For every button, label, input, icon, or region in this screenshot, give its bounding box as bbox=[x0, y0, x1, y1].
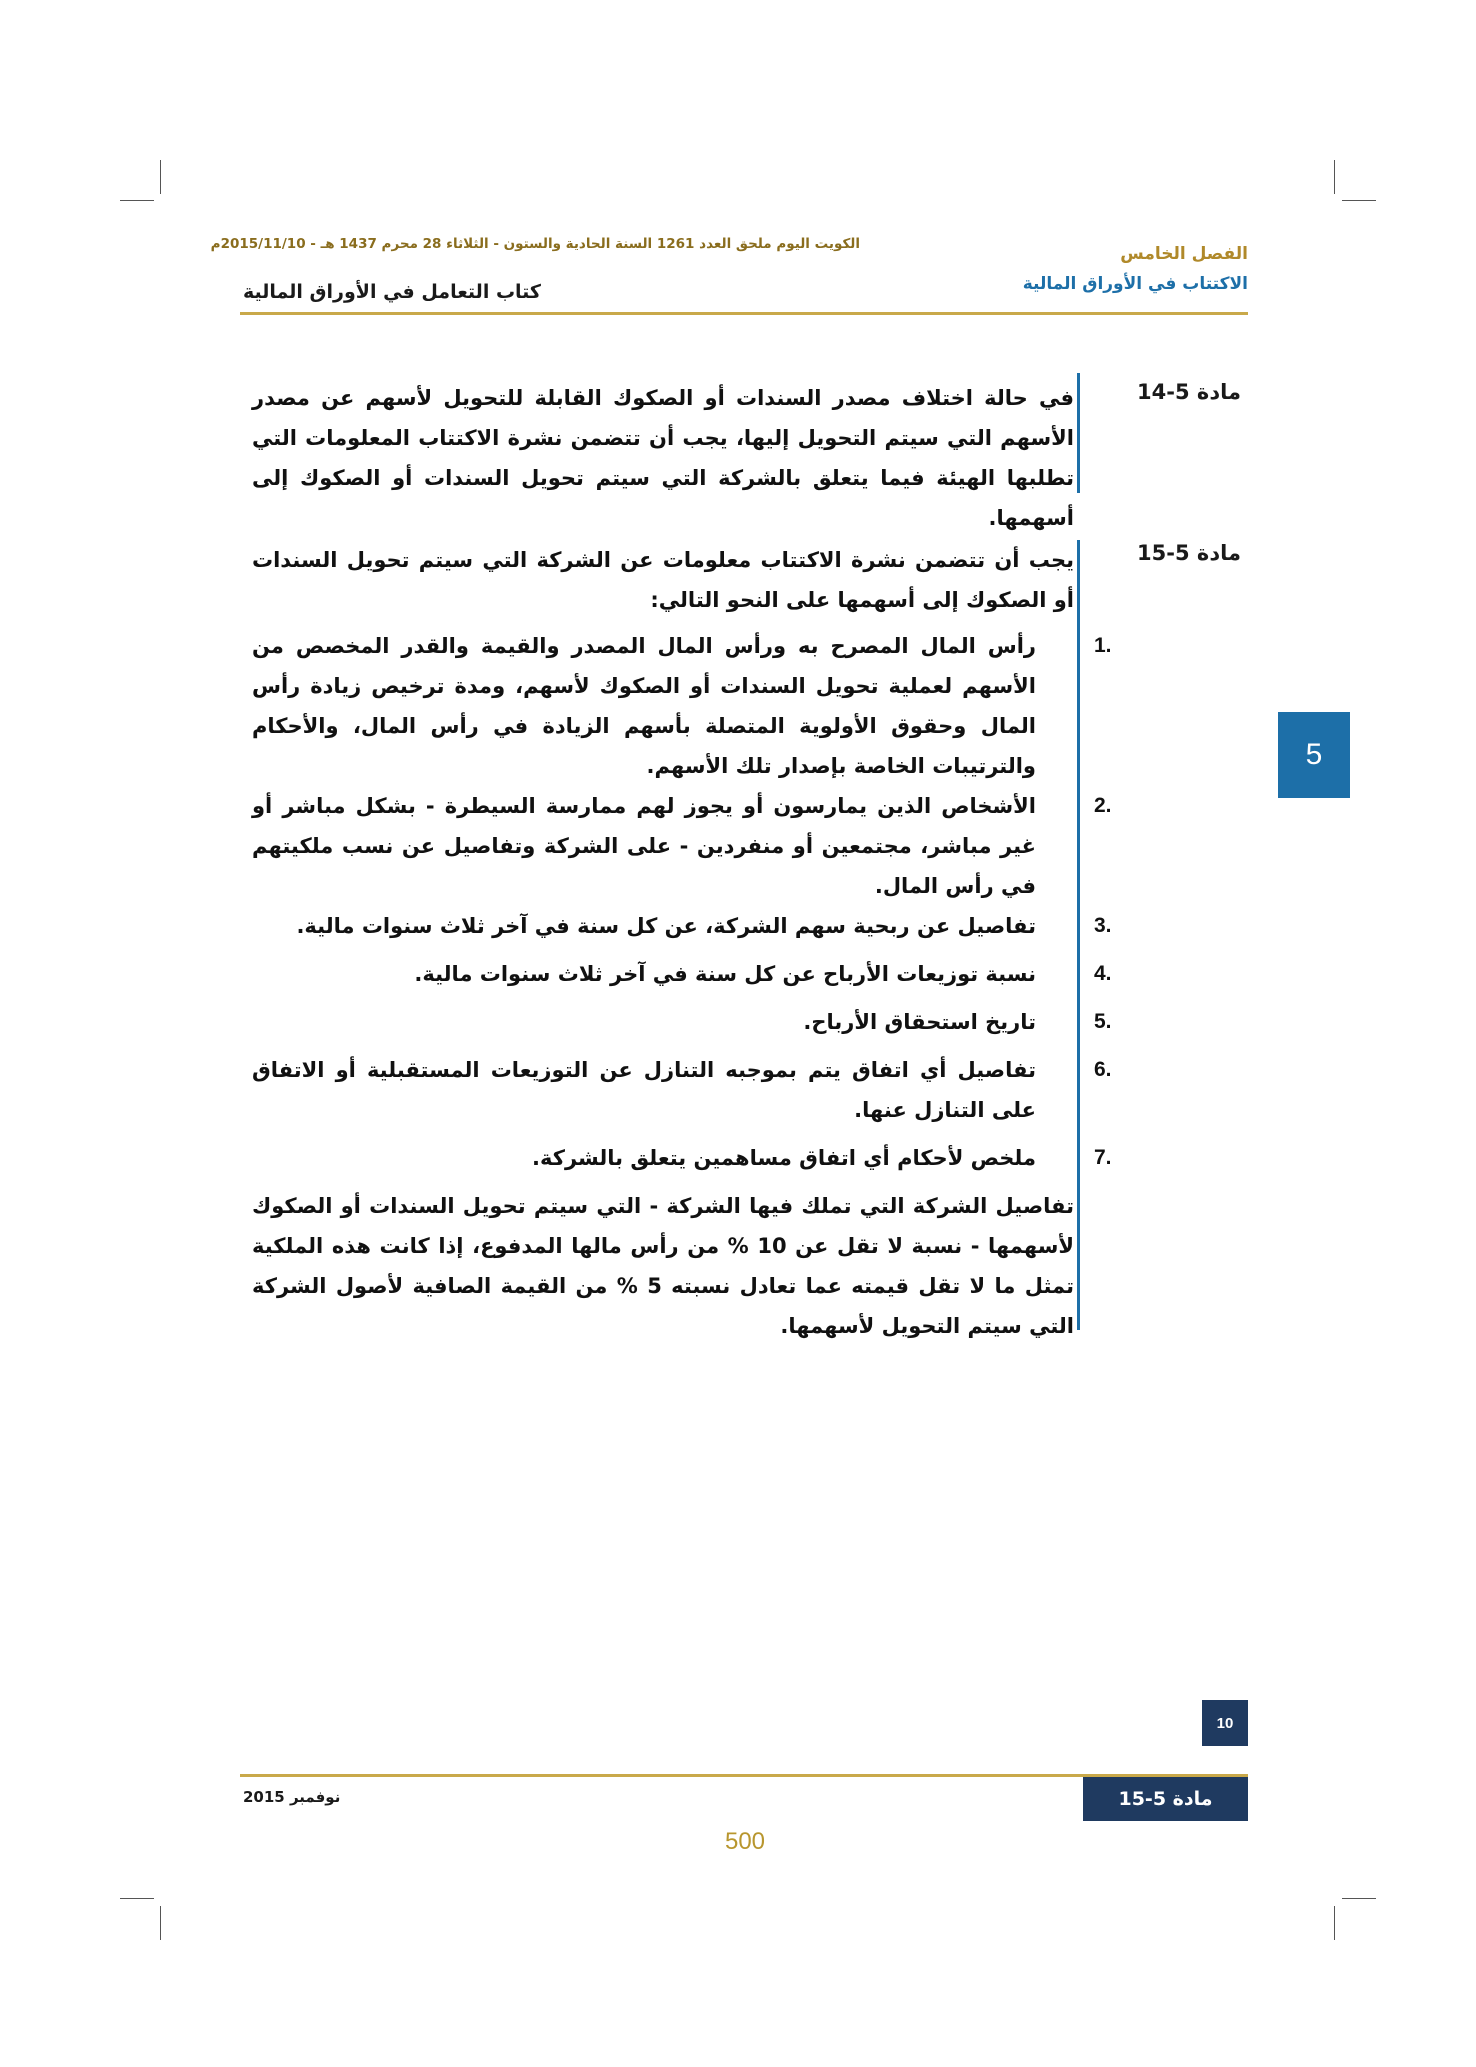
list-item-number: 4. bbox=[1094, 962, 1112, 985]
crop-mark bbox=[160, 1906, 161, 1940]
chapter-title: الفصل الخامس bbox=[1120, 244, 1248, 264]
gazette-date-line: الكويت اليوم ملحق العدد 1261 السنة الحادية والستون - الثلاثاء 28 محرم 1437 هـ - 2015/11/10م bbox=[210, 236, 860, 252]
list-item-number: 1. bbox=[1094, 634, 1112, 657]
header-rule bbox=[240, 312, 1248, 315]
article-14-label: مادة 5-14 bbox=[1137, 380, 1241, 404]
crop-mark bbox=[120, 200, 154, 201]
footer-article-tag: مادة 5-15 bbox=[1083, 1777, 1248, 1821]
list-item-number: 5. bbox=[1094, 1010, 1112, 1033]
article-14-text: في حالة اختلاف مصدر السندات أو الصكوك القابلة للتحويل لأسهم عن مصدر الأسهم التي سيتم التحويل إليها، يجب أن تتضمن نشرة الاكتتاب المعلومات التي تطلبها الهيئة فيما يتعلق بالشركة التي سيتم تحويل السندات أو الصكوك إلى أسهمها. bbox=[252, 386, 1074, 530]
list-item: تاريخ استحقاق الأرباح. bbox=[803, 1010, 1036, 1034]
article-14-margin-rule bbox=[1077, 373, 1080, 493]
page-box: 10 bbox=[1202, 1700, 1248, 1746]
article-15-margin-rule bbox=[1077, 540, 1080, 1330]
chapter-subtitle: الاكتتاب في الأوراق المالية bbox=[1022, 274, 1248, 294]
list-item: نسبة توزيعات الأرباح عن كل سنة في آخر ثلاث سنوات مالية. bbox=[414, 962, 1036, 986]
article-15-label: مادة 5-15 bbox=[1137, 541, 1241, 565]
list-item: ملخص لأحكام أي اتفاق مساهمين يتعلق بالشركة. bbox=[532, 1146, 1036, 1170]
article-15-intro: يجب أن تتضمن نشرة الاكتتاب معلومات عن الشركة التي سيتم تحويل السندات أو الصكوك إلى أسهمها على النحو التالي: bbox=[252, 548, 1074, 612]
list-item: رأس المال المصرح به ورأس المال المصدر والقيمة والقدر المخصص من الأسهم لعملية تحويل السندات أو الصكوك لأسهم، ومدة ترخيص زيادة رأس المال وحقوق الأولوية المتصلة بأسهم الزيادة في رأس المال، والأحكام والترتيبات الخاصة بإصدار تلك الأسهم. bbox=[252, 634, 1036, 778]
article-15-closing: تفاصيل الشركة التي تملك فيها الشركة - التي سيتم تحويل السندات أو الصكوك لأسهمها - نسبة لا تقل عن 10 % من رأس مالها المدفوع، إذا كانت هذه الملكية تمثل ما لا تقل قيمته عما تعادل نسبته 5 % من القيمة الصافية لأصول الشركة التي سيتم التحويل لأسهمها. bbox=[252, 1194, 1074, 1338]
list-item: تفاصيل أي اتفاق يتم بموجبه التنازل عن التوزيعات المستقبلية أو الاتفاق على التنازل عنها. bbox=[252, 1058, 1036, 1122]
chapter-side-tab: 5 bbox=[1278, 712, 1350, 798]
list-item-number: 3. bbox=[1094, 914, 1112, 937]
footer-date: نوفمبر 2015 bbox=[243, 1788, 341, 1806]
page-number: 500 bbox=[724, 1828, 766, 1855]
crop-mark bbox=[160, 160, 161, 194]
book-title: كتاب التعامل في الأوراق المالية bbox=[243, 281, 541, 303]
crop-mark bbox=[1334, 1906, 1335, 1940]
list-item-number: 2. bbox=[1094, 794, 1112, 817]
list-item: تفاصيل عن ربحية سهم الشركة، عن كل سنة في آخر ثلاث سنوات مالية. bbox=[296, 914, 1036, 938]
crop-mark bbox=[1342, 200, 1376, 201]
crop-mark bbox=[1334, 160, 1335, 194]
crop-mark bbox=[1342, 1898, 1376, 1899]
list-item-number: 6. bbox=[1094, 1058, 1112, 1081]
list-item-number: 7. bbox=[1094, 1146, 1112, 1169]
list-item: الأشخاص الذين يمارسون أو يجوز لهم ممارسة السيطرة - بشكل مباشر أو غير مباشر، مجتمعين أو منفردين - على الشركة وتفاصيل عن نسب ملكيتهم في رأس المال. bbox=[252, 794, 1036, 898]
crop-mark bbox=[120, 1898, 154, 1899]
